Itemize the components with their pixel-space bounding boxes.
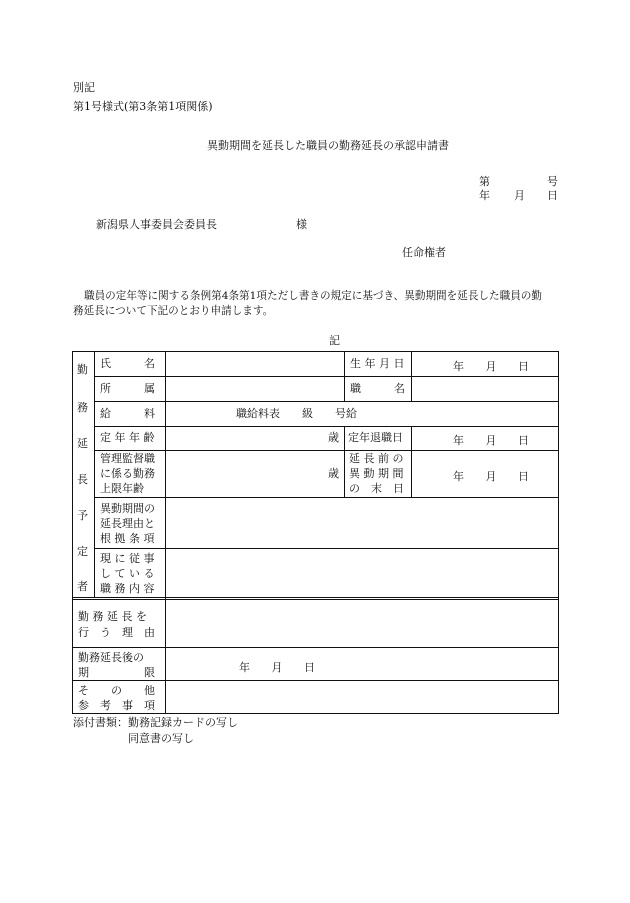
- side-label-char: 長: [77, 473, 88, 486]
- label-post: 職 名: [350, 382, 405, 395]
- doc-date-year: 年: [479, 189, 490, 202]
- applicant-label: 任命権者: [402, 246, 446, 259]
- day-mark: 日: [518, 434, 529, 447]
- day-mark: 日: [518, 360, 529, 373]
- side-label-char: 者: [77, 580, 88, 593]
- label-duty-line: 現 に 従 事: [100, 552, 155, 565]
- document-title: 異動期間を延長した職員の勤務延長の承認申請書: [207, 139, 449, 152]
- month-mark: 月: [485, 470, 497, 483]
- label-dept: 所 属: [100, 382, 155, 395]
- bekki-label: 別記: [73, 81, 95, 94]
- side-label-char: 勤: [77, 363, 88, 376]
- label-why-line: 行 う 理 由: [78, 625, 155, 639]
- label-duty-line: し て い る: [100, 566, 155, 580]
- label-other-line: そ の 他: [78, 684, 155, 697]
- label-duty: [100, 552, 155, 597]
- year-mark: 年: [239, 661, 250, 674]
- body-text-line2: 務延長について下記のとおり申請します。: [73, 305, 274, 317]
- label-reason: [100, 502, 155, 547]
- label-retire-date: 定年退職日: [348, 431, 403, 444]
- side-label-char: 予: [77, 509, 88, 522]
- ki-label: 記: [329, 334, 340, 347]
- doc-date-day: 日: [547, 189, 558, 202]
- period-date: [239, 659, 315, 675]
- label-period-line: 期 限: [78, 666, 155, 680]
- addressee-sama: 様: [296, 218, 307, 231]
- day-mark: 日: [304, 661, 315, 674]
- label-period: [78, 650, 155, 681]
- salary-value: 職給料表 級 号給: [236, 407, 357, 420]
- side-label-char: 延: [77, 437, 88, 450]
- label-reason-line: 根 拠 条 項: [100, 531, 155, 545]
- retire-age-sai: 歳: [328, 431, 339, 444]
- year-mark: 年: [453, 470, 464, 483]
- label-encho: [349, 452, 404, 497]
- label-other: [78, 683, 155, 714]
- body-text-line1: 職員の定年等に関する条例第4条第1項ただし書きの規定に基づき、異動期間を延長した職員の勤: [84, 290, 542, 302]
- label-reason-line: 延長理由と: [100, 516, 155, 530]
- addressee: 新潟県人事委員会委員長: [96, 218, 217, 231]
- attachments-line1: 添付書類：勤務記録カードの写し: [73, 716, 238, 729]
- label-kanri: [100, 452, 155, 497]
- label-why-line: 勤 務 延 長 を: [78, 610, 147, 623]
- label-name: 氏 名: [100, 357, 155, 370]
- label-kanri-line: に係る勤務: [100, 466, 155, 480]
- attachments-line2: 同意書の写し: [128, 732, 194, 745]
- label-duty-line: 職 務 内 容: [100, 581, 155, 595]
- label-other-line: 参 考 事 項: [78, 699, 155, 713]
- year-mark: 年: [453, 360, 464, 373]
- doc-number-dai: 第: [479, 175, 490, 188]
- side-label-char: 務: [77, 401, 88, 414]
- year-mark: 年: [453, 434, 464, 447]
- birth-date: [453, 358, 529, 374]
- label-kanri-line: 上限年齢: [100, 481, 144, 495]
- form-number: 第1号様式(第3条第1項関係): [73, 100, 213, 113]
- month-mark: 月: [271, 661, 283, 674]
- label-encho-line: 延 長 前 の: [349, 452, 404, 465]
- day-mark: 日: [518, 470, 529, 483]
- label-period-line: 勤務延長後の: [78, 651, 144, 664]
- label-birth: 生 年 月 日: [350, 357, 405, 370]
- label-salary: 給 料: [100, 407, 155, 420]
- encho-date: [453, 468, 529, 484]
- side-label-char: 定: [77, 545, 88, 558]
- label-reason-line: 異動期間の: [100, 502, 155, 515]
- month-mark: 月: [485, 360, 497, 373]
- retire-date: [453, 432, 529, 448]
- label-encho-line: 異 動 期 間: [349, 466, 404, 480]
- label-why: [78, 609, 155, 641]
- label-kanri-line: 管理監督職: [100, 452, 155, 465]
- label-encho-line: の 末 日: [349, 481, 404, 495]
- kanri-sai: 歳: [328, 467, 339, 480]
- doc-number-go: 号: [547, 175, 558, 188]
- doc-date-month: 月: [514, 189, 525, 202]
- label-retire-age: 定 年 年 齢: [100, 431, 155, 444]
- month-mark: 月: [485, 434, 497, 447]
